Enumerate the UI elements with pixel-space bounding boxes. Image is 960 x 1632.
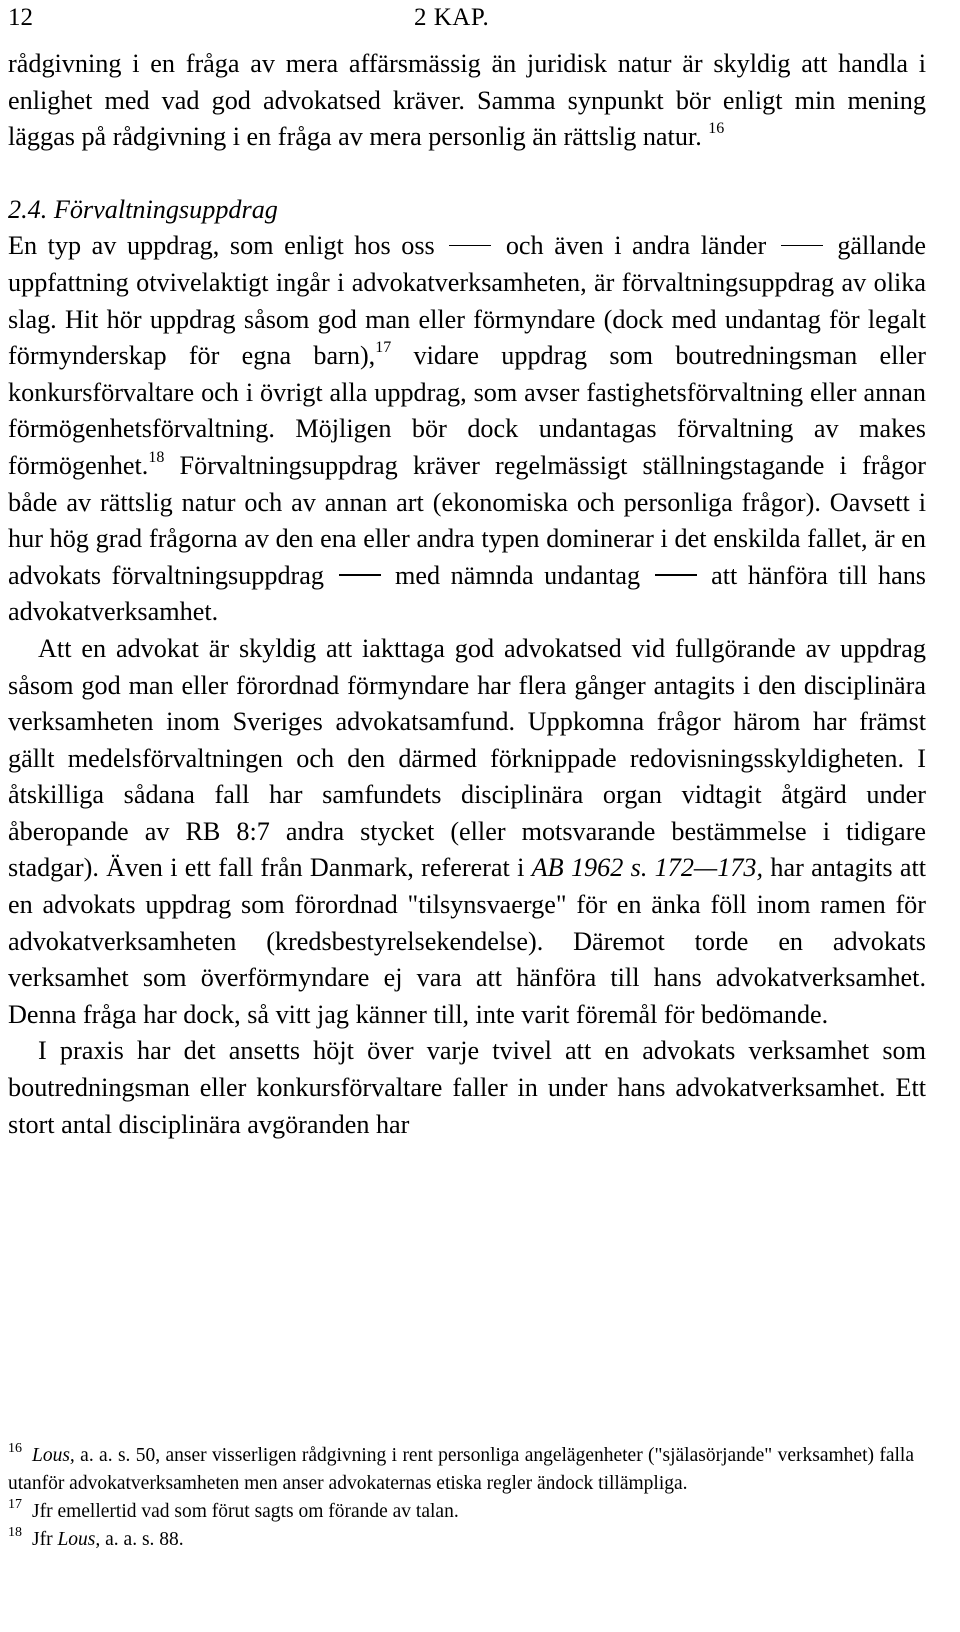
paragraph-text-d: vidare uppdrag som boutredningsman eller konkursförvaltare och i övrigt alla uppdrag, som avser fastighetsförvaltning eller annan förmögenhetsförvaltning. Möjligen bör dock undantagas förvaltning av makes förmögenhet. [8,341,926,480]
em-dash [781,245,823,247]
page-number: 12 [8,4,33,31]
section-number: 2.4. [8,194,48,224]
footnote-ref-16[interactable]: 16 [708,120,725,138]
footnote-prefix: Jfr [32,1529,53,1550]
paragraph-text-c: gällande uppfattning otvivelaktigt ingår i advokatverksamheten, är förvaltningsuppdrag av olika slag. Hit hör uppdrag såsom god man eller förmyndare (dock med undantag för legalt förmynderskap för egna barn), [8,231,927,371]
paragraph-text-b: och även i andra länder [505,231,767,261]
paragraph-text-e: Förvaltningsuppdrag kräver regelmässigt ställningstagande i frågor både av rättslig natur och av annan art (ekonomiska och personliga frågor). Oavsett i hur hög grad frågorna av den ena eller andra typen dominerar i det enskilda fallet, är en advokats förvaltningsuppdrag [8,450,926,590]
paragraph-text: rådgivning i en fråga av mera affärsmässig än juridisk natur är skyldig att handla i enlighet med vad god advokatsed kräver. Samma synpunkt bör enligt min mening läggas på rådgivning i en fråga av mera personlig än rättslig natur. [8,49,926,152]
paragraph-text-f: med nämnda undantag [395,560,641,590]
footnote-16 [8,1442,914,1498]
paragraph-management-assignments [8,228,926,631]
paragraph-text-g: att hänföra till hans advokatverksamhet. [8,560,926,627]
footnote-text: a. a. s. 88. [105,1529,184,1550]
footnote-17 [8,1498,914,1526]
em-dash [449,245,491,247]
body-text [8,46,926,1143]
section-heading [8,192,926,229]
footnote-author: Lous, [57,1529,101,1550]
citation: AB 1962 s. 172—173, [531,853,764,883]
chapter-heading: 2 KAP. [414,4,490,31]
footnote-text: a. a. s. 50, anser visserligen rådgivning i rent personliga angelägenheter ("själasörjande" verksamhet) falla utanför advokatverksamheten men anser advokaternas etiska regler ändock tillämpliga. [8,1445,914,1494]
em-dash [339,574,381,576]
footnote-text: Jfr emellertid vad som förut sagts om förande av talan. [32,1501,459,1522]
footnote-ref-18[interactable]: 18 [148,448,165,466]
paragraph-advice [8,46,926,156]
section-title: Förvaltningsuppdrag [53,194,278,224]
footnote-mark: 18 [8,1525,22,1540]
page-header [8,0,926,34]
paragraph-text-a: Att en advokat är skyldig att iakttaga god advokatsed vid fullgörande av uppdrag såsom god man eller förordnad förmyndare har flera gånger antagits i den disciplinära verksamheten inom Sveriges advokatsamfund. Uppkomna frågor härom har främst gällt medelsförvaltningen och den därmed förknippade redovisningsskyldigheten. I åtskilliga sådana fall har samfundets disciplinära organ vidtagit åtgärd under åberopande av RB 8:7 andra stycket (eller motsvarande bestämmelse i tidigare stadgar). Även i ett fall från Danmark, refererat i [8,633,926,883]
footnote-mark: 17 [8,1497,22,1512]
paragraph-text-a: En typ av uppdrag, som enligt hos oss [8,231,435,261]
paragraph-guardian-duties [8,631,926,1034]
footnote-18 [8,1526,914,1554]
footnote-mark: 16 [8,1441,22,1456]
footnotes [8,1442,914,1554]
document-page [8,0,926,1143]
em-dash [655,574,697,576]
paragraph-text: I praxis har det ansetts höjt över varje tvivel att en advokats verksamhet som boutredningsman eller konkursförvaltare faller in under hans advokatverksamhet. Ett stort antal disciplinära avgöranden har [8,1036,926,1139]
paragraph-text-b: har antagits att en advokats uppdrag som förordnad "tilsynsvaerge" för en änka föll inom ramen för advokatverksamheten (kredsbestyrelsekendelse). Däremot torde en advokats verksamhet som överförmyndare ej vara att hänföra till hans advokatverksamhet. Denna fråga har dock, så vitt jag känner till, inte varit föremål för bedömande. [8,853,927,1029]
footnote-author: Lous, [32,1445,75,1466]
footnote-ref-17[interactable]: 17 [375,339,392,357]
paragraph-practice [8,1033,926,1143]
